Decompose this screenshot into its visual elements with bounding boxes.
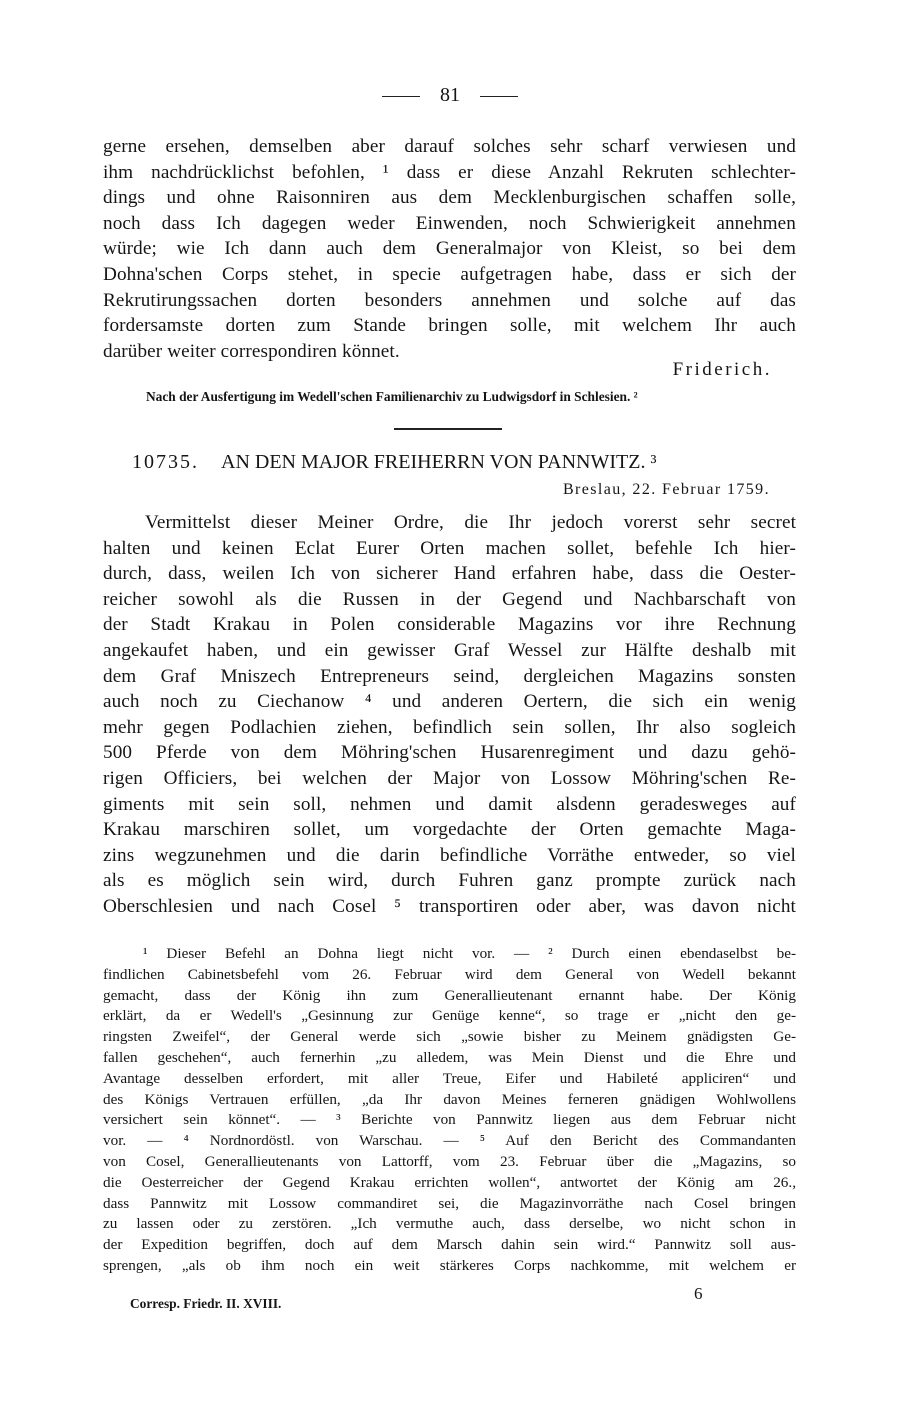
letter-number: 10735. <box>132 451 199 473</box>
body-line: Dohna'schen Corps stehet, in specie aufgetragen habe, dass er sich der <box>103 263 796 285</box>
body-line: ihm nachdrücklichst befohlen, ¹ dass er diese Anzahl Rekruten schlechter- <box>103 161 796 183</box>
footnote-line: findlichen Cabinetsbefehl vom 26. Februar wird dem General von Wedell bekannt <box>103 965 796 983</box>
page-number: 81 <box>440 84 460 106</box>
header-rule-left <box>382 96 420 97</box>
letter-dateline: Breslau, 22. Februar 1759. <box>562 481 770 498</box>
body-line: zins wegzunehmen und die darin befindliche Vorräthe entweder, so viel <box>103 844 796 866</box>
footnotes <box>103 944 796 1277</box>
footnote-line: gemacht, dass der König ihn zum Generallieutenant ernannt habe. Der König <box>103 986 796 1004</box>
body-line: noch dass Ich dagegen weder Einwenden, noch Schwierigkeit annehmen <box>103 212 796 234</box>
body-line: halten und keinen Eclat Eurer Orten machen sollet, befehle Ich hier- <box>103 537 796 559</box>
body-line: gerne ersehen, demselben aber darauf solches sehr scharf verwiesen und <box>103 136 796 157</box>
body-line: Krakau marschiren sollet, um vorgedachte der Orten gemachte Maga- <box>103 819 796 841</box>
footnote-line: ringsten Zweifel“, der General werde sich „sowie bisher zu Meinem gnädigsten Ge- <box>103 1028 796 1046</box>
letter-heading <box>132 451 656 474</box>
signature: Friderich. <box>672 359 772 380</box>
footnote-line: vor. — ⁴ Nordnordöstl. von Warschau. — ⁵ Auf den Bericht des Commandanten <box>103 1132 796 1150</box>
footnote-line: von Cosel, Generallieutenants von Lattorff, vom 23. Februar über die „Magazins, so <box>103 1152 796 1170</box>
footnote-line: versichert sein könnet“. — ³ Berichte von Pannwitz liegen aus dem Februar nicht <box>103 1111 796 1129</box>
header-rule-right <box>480 96 518 97</box>
letter-title: AN DEN MAJOR FREIHERRN VON PANNWITZ. ³ <box>221 451 657 473</box>
body-line: dings und ohne Raisonniren aus dem Mecklenburgischen schaffen solle, <box>103 187 796 209</box>
body-line: würde; wie Ich dann auch dem Generalmajor von Kleist, so bei dem <box>103 238 796 260</box>
body-main <box>103 510 796 920</box>
body-line: Vermittelst dieser Meiner Ordre, die Ihr jedoch vorerst sehr secret <box>145 512 796 533</box>
sheet-signature: 6 <box>694 1284 703 1303</box>
body-line: Oberschlesien und nach Cosel ⁵ transportiren oder aber, was davon nicht <box>103 895 796 917</box>
footnote-line: der Expedition begriffen, doch auf dem Marsch dahin sein wird.“ Pannwitz soll aus- <box>103 1236 796 1254</box>
body-line: durch, dass, weilen Ich von sicherer Hand erfahren habe, dass die Oester- <box>103 563 796 585</box>
body-line: angekaufet haben, und ein gewisser Graf Wessel zur Hälfte deshalb mit <box>103 639 796 661</box>
body-line: dem Graf Mniszech Entrepreneurs seind, dergleichen Magazins sonsten <box>103 665 796 687</box>
body-line: giments mit sein soll, nehmen und damit alsdenn geradesweges auf <box>103 793 796 815</box>
body-line: der Stadt Krakau in Polen considerable Magazins vor ihre Rechnung <box>103 614 796 636</box>
footnote-line: erklärt, da er Wedell's „Gesinnung zur Genüge kenne“, so trage er „nicht den ge- <box>103 1007 796 1025</box>
body-line: reicher sowohl als die Russen in der Gegend und Nachbarschaft von <box>103 588 796 610</box>
body-line: auch noch zu Ciechanow ⁴ und anderen Oertern, die sich ein wenig <box>103 691 796 713</box>
page-header <box>0 84 900 107</box>
footnote-line: des Königs Vertrauen erfüllen, „da Ihr davon Meines ferneren gnädigen Wohlwollens <box>103 1090 796 1108</box>
footnote-line: sprengen, „als ob ihm noch ein weit stärkeres Corps nachkomme, mit welchem er <box>103 1256 796 1274</box>
footnote-line: fallen geschehen“, auch fernerhin „zu alledem, was Mein Dienst und die Ehre und <box>103 1048 796 1066</box>
footnote-line: ¹ Dieser Befehl an Dohna liegt nicht vor. — ² Durch einen ebendaselbst be- <box>143 945 796 962</box>
footnote-line: die Oesterreicher der Gegend Krakau errichten wollen“, antwortet der König am 26., <box>103 1173 796 1191</box>
source-note: Nach der Ausfertigung im Wedell'schen Familienarchiv zu Ludwigsdorf in Schlesien. ² <box>146 389 638 404</box>
body-line: rigen Officiers, bei welchen der Major von Lossow Möhring'schen Re- <box>103 767 796 789</box>
body-top <box>103 134 796 364</box>
body-line: fordersamste dorten zum Stande bringen solle, mit welchem Ihr auch <box>103 315 796 337</box>
footer-title: Corresp. Friedr. II. XVIII. <box>130 1296 282 1311</box>
footnote-line: zu lassen oder zu zerstören. „Ich vermuthe auch, dass derselbe, wo nicht schon in <box>103 1215 796 1233</box>
body-line: mehr gegen Podlachien ziehen, befindlich sein sollen, Ihr also sogleich <box>103 716 796 738</box>
body-line: als es möglich sein wird, durch Fuhren ganz prompte zurück nach <box>103 870 796 892</box>
footnote-line: Avantage desselben erfordert, mit aller Treue, Eifer und Habileté appliciren“ und <box>103 1069 796 1087</box>
footnote-line: dass Pannwitz mit Lossow commandiret sei, die Magazinvorräthe nach Cosel bringen <box>103 1194 796 1212</box>
body-line: Rekrutirungssachen dorten besonders annehmen und solche auf das <box>103 289 796 311</box>
section-divider <box>394 428 502 430</box>
body-line: darüber weiter correspondiren könnet. <box>103 340 400 362</box>
body-line: 500 Pferde von dem Möhring'schen Husarenregiment und dazu gehö- <box>103 742 796 764</box>
